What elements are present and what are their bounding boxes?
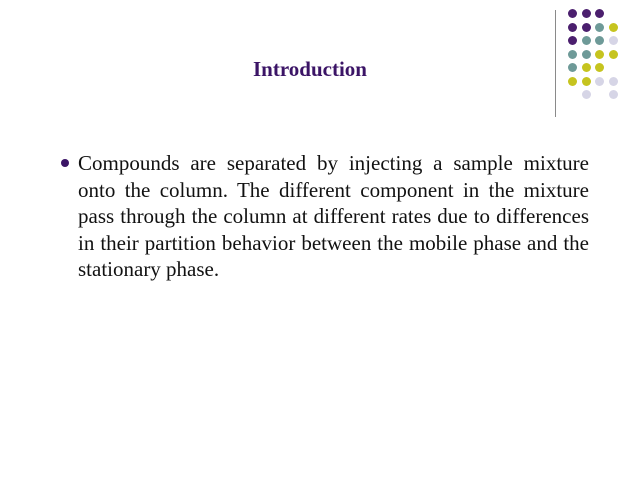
decorative-dot (582, 90, 591, 99)
decorative-dot (609, 36, 618, 45)
bullet-dot-icon (61, 159, 69, 167)
decorative-dot (595, 50, 604, 59)
decorative-dot (582, 50, 591, 59)
decorative-dot (609, 90, 618, 99)
decorative-dot (595, 9, 604, 18)
decorative-dot (582, 36, 591, 45)
bullet-text: Compounds are separated by injecting a sample mixture onto the column. The different component in the mixture pass through the column at different rates due to differences in their partition behavior between the mobile phase and the stationary phase. (78, 151, 589, 281)
slide-title: Introduction (253, 57, 367, 81)
decorative-dot (568, 23, 577, 32)
decorative-dot-grid (568, 9, 634, 105)
decorative-dot (609, 50, 618, 59)
decorative-dot (568, 36, 577, 45)
decorative-dot (595, 36, 604, 45)
decorative-dot (582, 63, 591, 72)
decorative-dot (595, 63, 604, 72)
decorative-dot (582, 23, 591, 32)
vertical-divider-line (555, 10, 556, 117)
decorative-dot (582, 9, 591, 18)
decorative-dot (595, 77, 604, 86)
decorative-dot (582, 77, 591, 86)
decorative-dot (568, 9, 577, 18)
decorative-dot (568, 77, 577, 86)
bullet-list (61, 150, 589, 283)
decorative-dot (568, 50, 577, 59)
bullet-item (61, 150, 589, 283)
decorative-dot (568, 63, 577, 72)
decorative-dot (595, 23, 604, 32)
decorative-dot (609, 77, 618, 86)
decorative-dot (609, 23, 618, 32)
